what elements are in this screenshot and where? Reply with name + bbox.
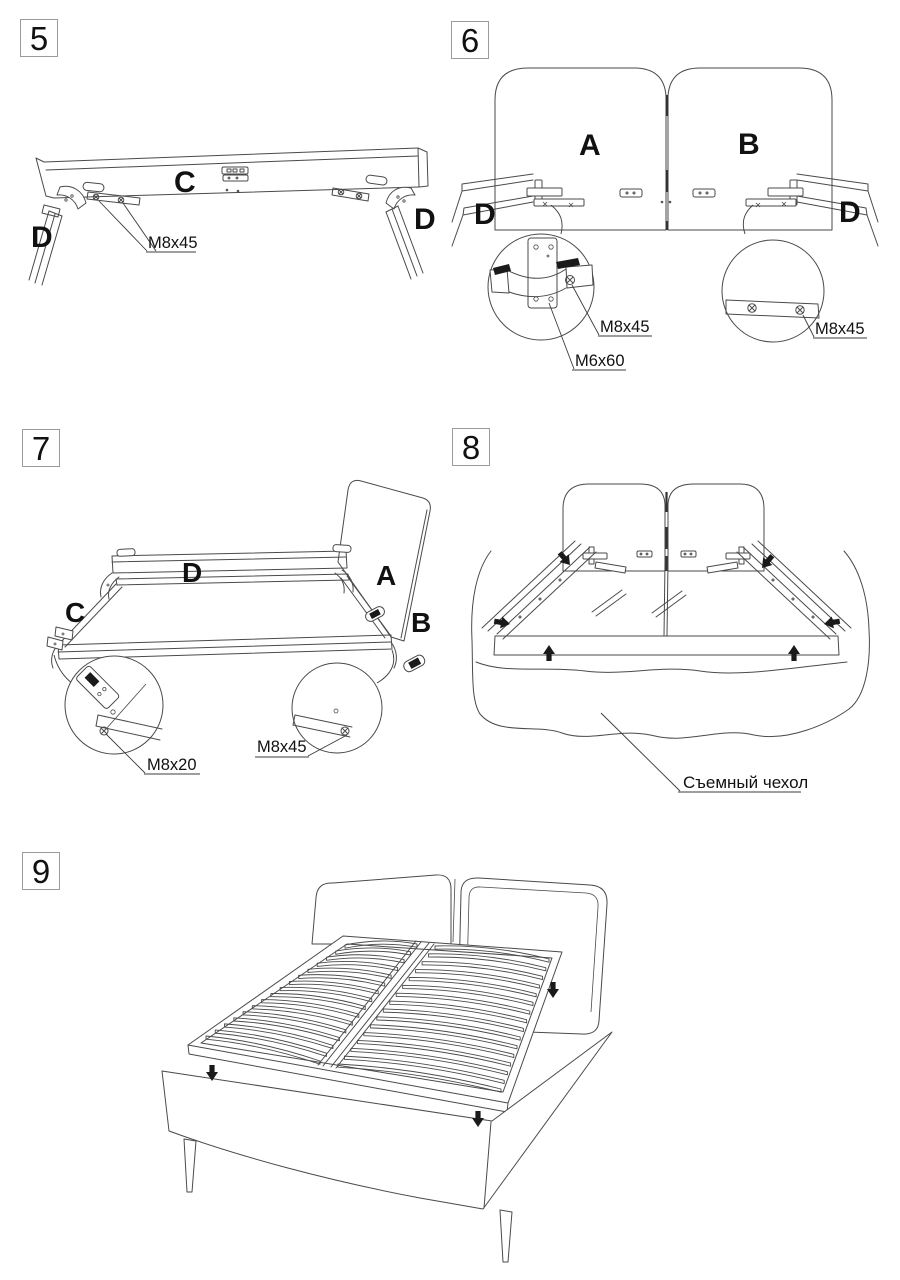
- detail-circle-left: [65, 656, 163, 754]
- part-label-a: A: [376, 560, 397, 591]
- step-7-number: 7: [31, 429, 51, 467]
- step-5-number: 5: [29, 19, 49, 57]
- arrow-icon: [788, 645, 800, 661]
- part-label-d: D: [182, 557, 203, 588]
- arrow-icon: [493, 615, 511, 630]
- step-5-illustration: [0, 0, 450, 320]
- zoom-connector-right: [377, 650, 394, 683]
- callout-removable-cover: Съемный чехол: [683, 773, 809, 792]
- front-rail-band: [494, 562, 839, 655]
- cushion-gap-line: [453, 879, 455, 942]
- step-9-illustration: [0, 820, 900, 1280]
- hardware-label-m6x60: M6x60: [575, 352, 625, 370]
- part-label-d-right: D: [839, 196, 861, 229]
- step-8-illustration: [450, 410, 900, 820]
- arrow-icon: [543, 645, 555, 661]
- step-7-illustration: [0, 410, 450, 820]
- hardware-label-m8x20: M8x20: [147, 756, 197, 774]
- headboard-cushion-left: [312, 875, 451, 944]
- detail-circle-left: [488, 234, 594, 340]
- step-9-number: 9: [31, 852, 51, 890]
- arrow-icon: [823, 615, 841, 630]
- removable-cover-outline: [472, 551, 870, 738]
- hardware-label-m8x45: M8x45: [257, 738, 307, 756]
- step-6-number: 6: [460, 21, 480, 59]
- part-label-a: A: [579, 129, 601, 162]
- right-corner-bracket: [366, 175, 415, 209]
- left-corner-fittings: [47, 627, 73, 650]
- bed-leg-left: [184, 1139, 196, 1192]
- back-rail-d: [112, 551, 349, 585]
- part-label-b: B: [738, 128, 760, 161]
- left-rail-rod: [87, 192, 140, 205]
- part-label-d-right: D: [414, 203, 436, 236]
- hardware-label-m8x45-right: M8x45: [815, 320, 865, 338]
- step-8-number: 8: [461, 428, 481, 466]
- step-6-illustration: [450, 0, 900, 400]
- part-label-d-left: D: [31, 221, 53, 254]
- hardware-label-m8x45: M8x45: [148, 234, 198, 252]
- part-label-c: C: [174, 166, 196, 199]
- hardware-label-m8x45-left: M8x45: [600, 318, 650, 336]
- part-label-c: C: [65, 597, 86, 628]
- bed-leg-front: [500, 1210, 512, 1262]
- part-label-d-left: D: [474, 198, 496, 231]
- center-fitting-plate: [222, 167, 248, 192]
- part-label-b: B: [411, 607, 432, 638]
